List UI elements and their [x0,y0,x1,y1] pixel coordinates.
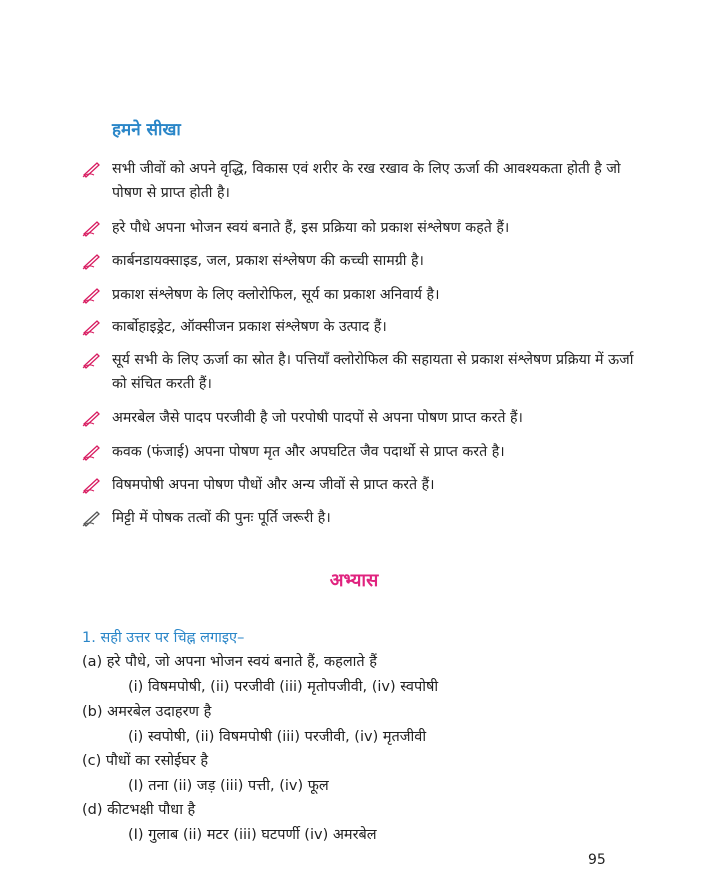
summary-text: सभी जीवों को अपने वृद्धि, विकास एवं शरीर के रख रखाव के लिए ऊर्जा की आवश्यकता होती है जो पोषण से प्राप्त होती है। [112,161,621,201]
summary-item [82,473,642,497]
summary-text: प्रकाश संश्लेषण के लिए क्लोरोफिल, सूर्य का प्रकाश अनिवार्य है। [112,287,440,303]
pen-writing-icon [82,409,102,427]
question-item-a: (a) हरे पौधे, जो अपना भोजन स्वयं बनाते हैं, कहलाते हैं [82,654,377,670]
pen-writing-icon [82,318,102,336]
summary-text: सूर्य सभी के लिए ऊर्जा का स्रोत है। पत्तियाँ क्लोरोफिल की सहायता से प्रकाश संश्लेषण प्रक्रिया में ऊर्जा को संचित करती हैं। [112,352,634,392]
summary-item [82,506,642,530]
pen-writing-icon [82,351,102,369]
pen-writing-icon [82,286,102,304]
question-options-a: (i) विषमपोषी, (ii) परजीवी (iii) मृतोपजीवी, (iv) स्वपोषी [128,679,439,695]
pen-writing-icon [82,476,102,494]
summary-item [82,406,642,430]
summary-text: कार्बनडायक्साइड, जल, प्रकाश संश्लेषण की कच्ची सामग्री है। [112,253,424,269]
summary-text: कवक (फंजाई) अपना पोषण मृत और अपघटित जैव पदार्थो से प्राप्त करते है। [112,444,505,460]
question-options-d: (I) गुलाब (ii) मटर (iii) घटपर्णी (iv) अमरबेल [128,827,377,843]
pen-writing-icon [82,219,102,237]
pen-writing-icon [82,509,102,527]
question-options-c: (I) तना (ii) जड़ (iii) पत्ती, (iv) फूल [128,778,329,794]
exercise-heading: अभ्यास [329,570,379,591]
page-number: 95 [588,852,606,868]
summary-text: कार्बोहाइड्रेट, ऑक्सीजन प्रकाश संश्लेषण के उत्पाद हैं। [112,319,387,335]
summary-item [82,157,642,205]
summary-item [82,315,642,339]
section-title: हमने सीखा [112,120,181,140]
question-item-b: (b) अमरबेल उदाहरण है [82,704,212,720]
summary-text: अमरबेल जैसे पादप परजीवी है जो परपोषी पादपों से अपना पोषण प्राप्त करते हैं। [112,410,523,426]
question-item-d: (d) कीटभक्षी पौधा है [82,802,196,818]
pen-writing-icon [82,252,102,270]
summary-item [82,440,642,464]
summary-item [82,283,642,307]
summary-item [82,216,642,240]
question-title: 1. सही उत्तर पर चिह्न लगाइए– [82,630,245,646]
summary-item [82,249,642,273]
question-options-b: (i) स्वपोषी, (ii) विषमपोषी (iii) परजीवी, (iv) मृतजीवी [128,729,427,745]
summary-text: हरे पौधे अपना भोजन स्वयं बनाते हैं, इस प्रक्रिया को प्रकाश संश्लेषण कहते हैं। [112,220,510,236]
summary-text: विषमपोषी अपना पोषण पौधों और अन्य जीवों से प्राप्त करते हैं। [112,477,435,493]
pen-writing-icon [82,443,102,461]
question-item-c: (c) पौधों का रसोईघर है [82,753,209,769]
pen-writing-icon [82,160,102,178]
summary-item [82,348,642,396]
summary-text: मिट्टी में पोषक तत्वों की पुनः पूर्ति जरूरी है। [112,510,331,526]
